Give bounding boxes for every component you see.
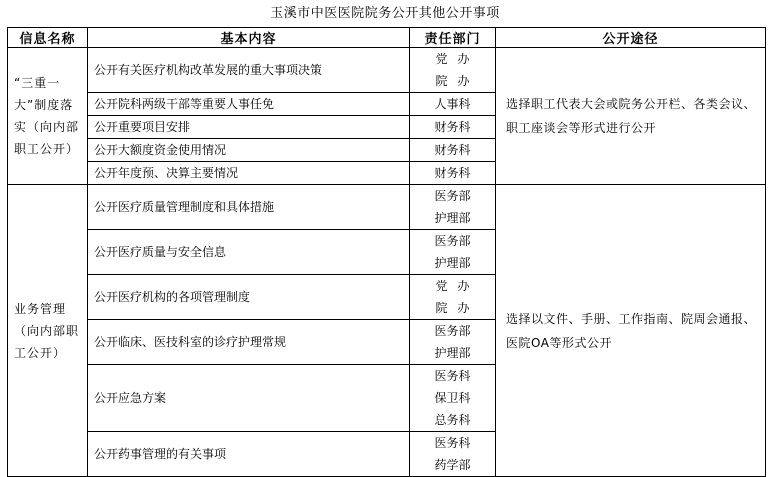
dept-name: 医务部 (434, 324, 471, 338)
dept-name: 护理部 (434, 346, 471, 360)
channel-cell: 选择以文件、手册、工作指南、院周会通报、医院OA等形式公开 (496, 185, 766, 477)
content-cell: 公开临床、医技科室的诊疗护理常规 (88, 320, 410, 365)
content-cell: 公开院科两级干部等重要人事任免 (88, 93, 410, 116)
dept-name: 护理部 (434, 256, 471, 270)
dept-name: 总务科 (434, 413, 471, 427)
header-content: 基本内容 (88, 28, 410, 48)
dept-name: 财务科 (434, 143, 471, 157)
dept-cell (410, 230, 496, 275)
content-cell: 公开应急方案 (88, 365, 410, 432)
content-cell: 公开重要项目安排 (88, 116, 410, 139)
dept-cell (410, 432, 496, 477)
table-row (8, 48, 766, 93)
dept-name: 财务科 (434, 120, 471, 134)
dept-cell (410, 116, 496, 139)
dept-cell (410, 320, 496, 365)
dept-cell (410, 365, 496, 432)
dept-name: 医务科 (434, 369, 471, 383)
dept-name: 保卫科 (434, 391, 471, 405)
category-cell: “三重一大”制度落实（向内部职工公开） (8, 48, 88, 185)
dept-name: 党办 (435, 52, 480, 66)
document-title: 玉溪市中医医院院务公开其他公开事项 (270, 6, 500, 21)
header-name: 信息名称 (8, 28, 88, 48)
content-cell: 公开医疗质量管理制度和具体措施 (88, 185, 410, 230)
dept-name: 党办 (435, 279, 480, 293)
header-channel: 公开途径 (496, 28, 766, 48)
dept-name: 财务科 (434, 166, 471, 180)
dept-name: 护理部 (434, 211, 471, 225)
dept-name: 人事科 (434, 97, 471, 111)
channel-cell: 选择职工代表大会或院务公开栏、各类会议、职工座谈会等形式进行公开 (496, 48, 766, 185)
dept-cell (410, 275, 496, 320)
content-cell: 公开医疗质量与安全信息 (88, 230, 410, 275)
content-cell: 公开年度预、决算主要情况 (88, 162, 410, 185)
dept-name: 院办 (435, 74, 480, 88)
dept-cell (410, 162, 496, 185)
disclosure-table (7, 27, 766, 477)
table-row (8, 185, 766, 230)
content-cell: 公开大额度资金使用情况 (88, 139, 410, 162)
table-header-row (8, 28, 766, 48)
dept-name: 医务部 (434, 234, 471, 248)
dept-name: 医务部 (434, 189, 471, 203)
content-cell: 公开药事管理的有关事项 (88, 432, 410, 477)
dept-cell (410, 185, 496, 230)
dept-name: 医务科 (434, 436, 471, 450)
dept-cell (410, 48, 496, 93)
dept-cell (410, 139, 496, 162)
content-cell: 公开有关医疗机构改革发展的重大事项决策 (88, 48, 410, 93)
dept-name: 药学部 (434, 458, 471, 472)
category-cell: 业务管理（向内部职工公开） (8, 185, 88, 477)
header-dept: 责任部门 (410, 28, 496, 48)
dept-cell (410, 93, 496, 116)
dept-name: 院办 (435, 301, 480, 315)
content-cell: 公开医疗机构的各项管理制度 (88, 275, 410, 320)
